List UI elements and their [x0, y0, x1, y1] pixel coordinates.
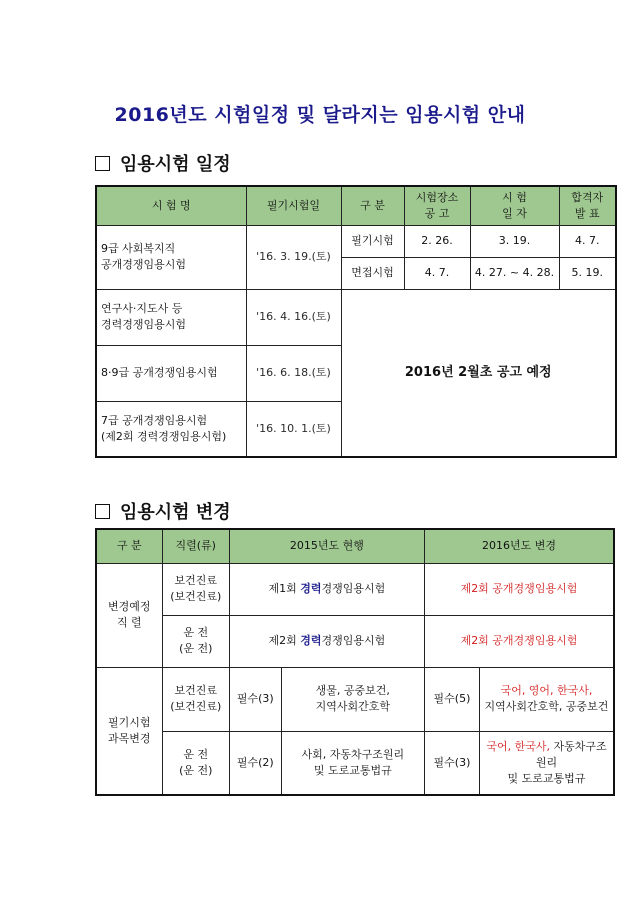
new-subjects-cell: [480, 667, 615, 731]
current-cell: [229, 615, 424, 667]
changed-cell: 제2회 공개경쟁임용시험: [424, 615, 614, 667]
new-required-cell: 필수(5): [424, 667, 479, 731]
header-written-date: 필기시험일: [246, 186, 341, 225]
new-subjects-highlight: 국어, 영어, 한국사,: [500, 684, 593, 697]
changed-cell: 제2회 공개경쟁임용시험: [424, 563, 614, 615]
current-prefix: 제2회: [268, 634, 301, 647]
pass-cell: 4. 7.: [559, 225, 616, 257]
current-keyword: 경력: [300, 634, 322, 647]
job-cell: 운 전 (운 전): [162, 615, 229, 667]
header-announce: 시험장소 공 고: [404, 186, 470, 225]
changes-table: [95, 528, 615, 796]
sub-category-cell: 필기시험: [341, 225, 404, 257]
exam-date-cell: '16. 3. 19.(토): [246, 225, 341, 289]
test-date-cell: 4. 27. ~ 4. 28.: [470, 257, 559, 289]
header-current: 2015년도 현행: [229, 529, 424, 563]
square-bullet-icon: [95, 504, 110, 519]
new-required-cell: 필수(3): [424, 731, 479, 795]
sub-category-cell: 면접시험: [341, 257, 404, 289]
header-category: 구 분: [96, 529, 162, 563]
header-pass-announce: 합격자 발 표: [559, 186, 616, 225]
header-exam-name: 시 험 명: [96, 186, 246, 225]
header-category: 구 분: [341, 186, 404, 225]
current-required-cell: 필수(2): [229, 731, 281, 795]
exam-name-cell: 9급 사회복지직 공개경쟁임용시험: [96, 225, 246, 289]
job-cell: 운 전 (운 전): [162, 731, 229, 795]
current-required-cell: 필수(3): [229, 667, 281, 731]
group-label: 필기시험 과목변경: [96, 667, 162, 795]
current-suffix: 경쟁임용시험: [321, 634, 386, 647]
announcement-note: 2016년 2월초 공고 예정: [341, 289, 616, 457]
current-suffix: 경쟁임용시험: [321, 582, 386, 595]
exam-name-cell: 연구사·지도사 등 경력경쟁임용시험: [96, 289, 246, 345]
page-title: 2016년도 시험일정 및 달라지는 임용시험 안내: [114, 104, 526, 126]
group-label: 변경예정 직 렬: [96, 563, 162, 667]
schedule-table: [95, 185, 617, 458]
new-subjects-rest: 지역사회간호학, 공중보건: [484, 700, 609, 713]
job-cell: 보건진료 (보건진료): [162, 563, 229, 615]
exam-date-cell: '16. 6. 18.(토): [246, 345, 341, 401]
current-subjects-cell: 사회, 자동차구조원리 및 도로교통법규: [281, 731, 424, 795]
current-keyword: 경력: [300, 582, 322, 595]
current-prefix: 제1회: [268, 582, 301, 595]
test-date-cell: 3. 19.: [470, 225, 559, 257]
current-cell: [229, 563, 424, 615]
exam-date-cell: '16. 10. 1.(토): [246, 401, 341, 457]
announce-cell: 2. 26.: [404, 225, 470, 257]
section-changes-heading: [95, 498, 231, 524]
announce-cell: 4. 7.: [404, 257, 470, 289]
new-subjects-highlight: 국어, 한국사,: [486, 739, 550, 753]
header-changed: 2016년도 변경: [424, 529, 614, 563]
exam-name-cell: 7급 공개경쟁임용시험 (제2회 경력경쟁임용시험): [96, 401, 246, 457]
exam-name-cell: 8·9급 공개경쟁임용시험: [96, 345, 246, 401]
square-bullet-icon: [95, 156, 110, 171]
current-subjects-cell: 생물, 공중보건, 지역사회간호학: [281, 667, 424, 731]
section-changes-label: 임용시험 변경: [120, 502, 231, 523]
job-cell: 보건진료 (보건진료): [162, 667, 229, 731]
pass-cell: 5. 19.: [559, 257, 616, 289]
new-subjects-cell: [480, 731, 615, 795]
header-exam-date: 시 험 일 자: [470, 186, 559, 225]
exam-date-cell: '16. 4. 16.(토): [246, 289, 341, 345]
header-job: 직렬(류): [162, 529, 229, 563]
section-schedule-heading: [95, 150, 231, 176]
new-subjects-rest: 자동차구조원리 및 도로교통법규: [507, 739, 607, 785]
section-schedule-label: 임용시험 일정: [120, 154, 231, 175]
